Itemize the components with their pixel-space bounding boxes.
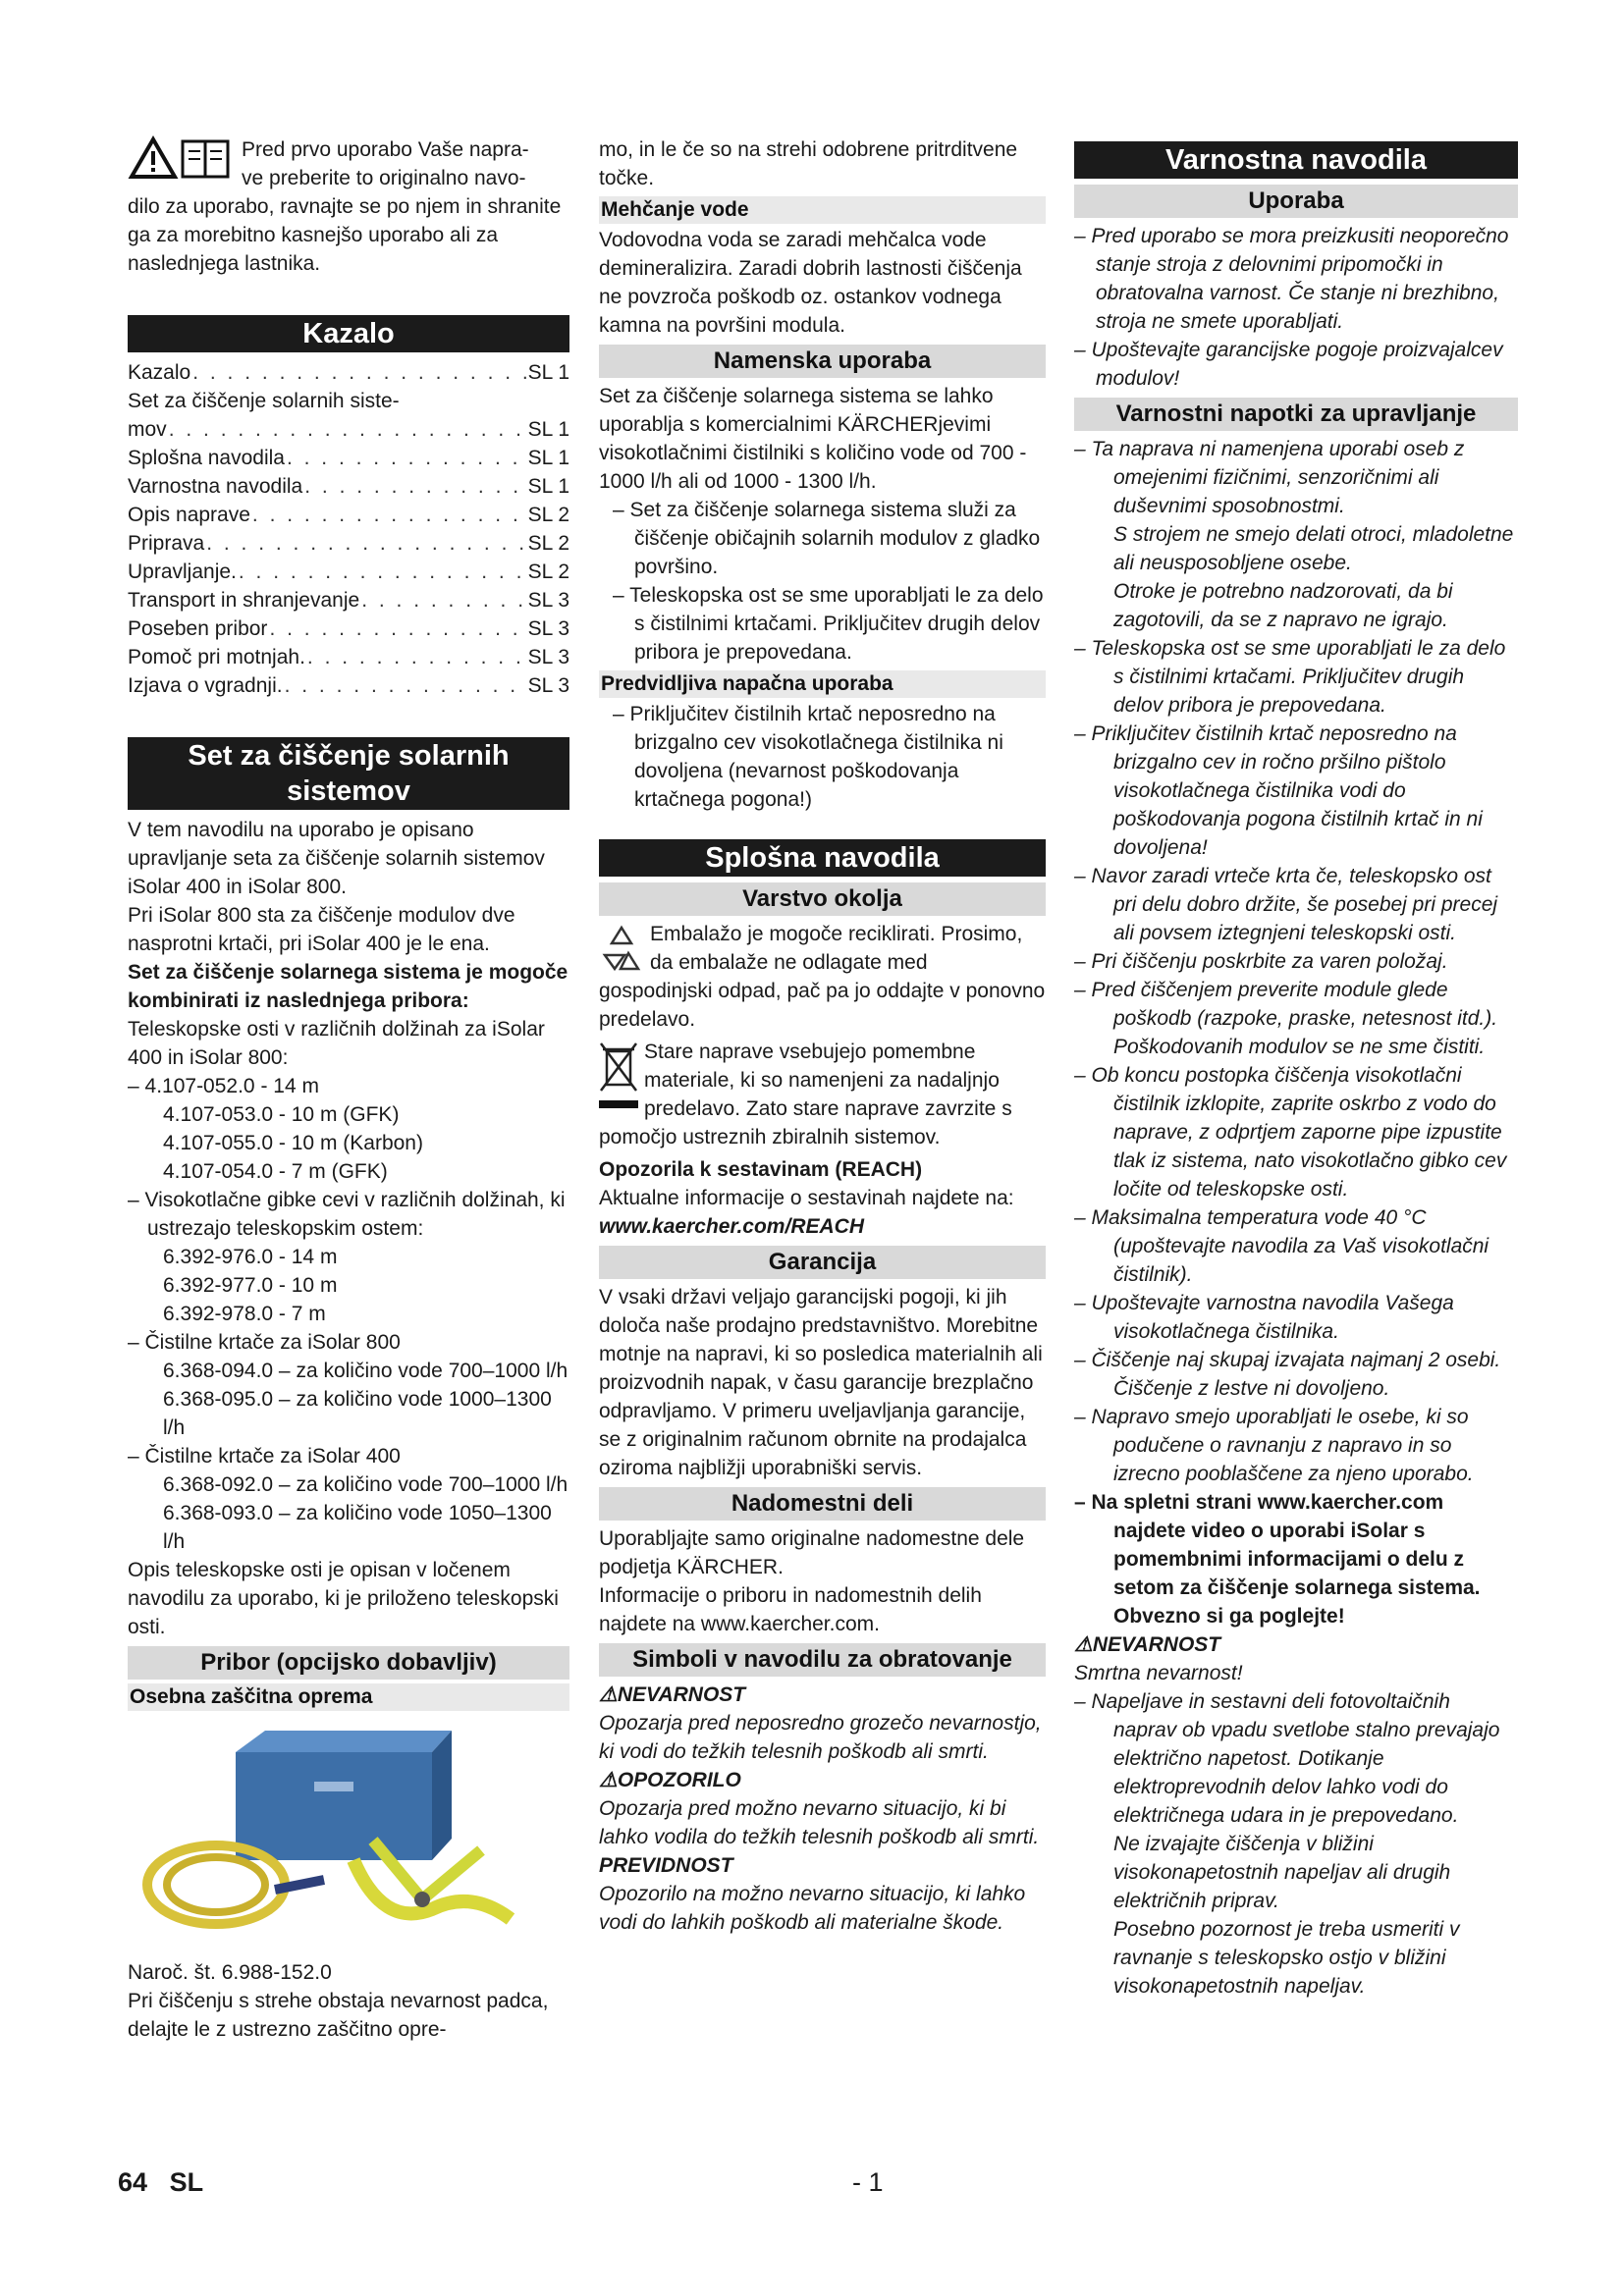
opozorilo-text: Opozarja pred možno nevarno situacijo, ki bi lahko vodila do težkih telesnih poškodb ali smrti. — [599, 1797, 1040, 1848]
pribor-heading: Pribor (opcijsko dobavljiv) — [128, 1646, 569, 1680]
list-item: – Upoštevajte garancijske pogoje proizvajalcev modulov! — [1074, 339, 1503, 390]
previdnost-text: Opozorilo na možno nevarno situacijo, ki lahko vodi do lahkih poškodb ali materialne škode. — [599, 1883, 1026, 1934]
recycle-block — [599, 920, 1046, 1034]
garancija-text: V vsaki državi veljajo garancijski pogoji, ki jih določa naše prodajno predstavništvo. Morebitne motnje na napravi, ki so posledica materialnih ali proizvodnih napak, v času garancije brezplačno odpravljamo. V primeru uveljavljanja garancije, se z originalnim računom obrnite na prodajalca oziroma najbližji uporabniški servis. — [599, 1286, 1043, 1479]
list-item: – Upoštevajte varnostna navodila Vašega visokotlačnega čistilnika. — [1074, 1292, 1454, 1343]
column-left — [128, 135, 569, 2044]
varstvo-heading: Varstvo okolja — [599, 882, 1046, 916]
list-item: – Čistilne krtače za iSolar 800 — [128, 1331, 401, 1354]
reach-text: Aktualne informacije o sestavinah najdete na: — [599, 1187, 1014, 1209]
column-middle — [599, 135, 1046, 1937]
list-subitem: 4.107-054.0 - 7 m (GFK) — [163, 1160, 388, 1183]
recycle-text: Embalažo je mogoče reciklirati. Prosimo, da embalaže ne odlagate med gospodinjski odpad, pač pa jo oddajte v ponovno predelavo. — [599, 923, 1046, 1031]
list-item: Otroke je potrebno nadzorovati, da bi zagotovili, da se z napravo ne igrajo. — [1113, 580, 1453, 631]
intro-line-2: ve preberite to originalno navo- — [242, 167, 526, 189]
roof-warning-text: Pri čiščenju s strehe obstaja nevarnost padca, delajte le z ustrezno zaščitno opre- — [128, 1990, 549, 2041]
toc-item[interactable]: Splošna navodila . . . SL 1 — [128, 444, 569, 472]
splosna-heading: Splošna navodila — [599, 839, 1046, 877]
mehcanje-text: Vodovodna voda se zaradi mehčalca vode demineralizira. Zaradi dobrih lastnosti čiščenja ne povzroča poškodb oz. ostankov vodnega kamna na površini modula. — [599, 229, 1022, 337]
list-item: – Ta naprava ni namenjena uporabi oseb z omejenimi fizičnimi, senzoričnimi ali duševnimi sposobnostmi. — [1074, 438, 1465, 517]
napotki-heading: Varnostni napotki za upravljanje — [1074, 398, 1518, 431]
recycle-icon — [599, 922, 644, 975]
deli-heading: Nadomestni deli — [599, 1487, 1046, 1521]
set-paragraph-3: Teleskopske osti v različnih dolžinah za iSolar 400 in iSolar 800: — [128, 1018, 545, 1069]
list-item: – Pred čiščenjem preverite module glede poškodb (razpoke, praske, netesnost itd.). Poškodovanih modulov se ne sme čistiti. — [1074, 979, 1498, 1058]
intro-line-1: Pred prvo uporabo Vaše napra- — [242, 138, 529, 161]
simboli-heading: Simboli v navodilu za obratovanje — [599, 1643, 1046, 1677]
list-subitem: 6.368-094.0 – za količino vode 700–1000 l/h — [163, 1360, 568, 1382]
list-item: Posebno pozornost je treba usmeriti v ravnanje s teleskopsko ostjo v bližini visokonapetostnih napeljav. — [1113, 1918, 1460, 1998]
oprema-heading: Osebna zaščitna oprema — [128, 1683, 569, 1711]
nevarnost-label: ⚠NEVARNOST — [599, 1683, 746, 1706]
list-item: – 4.107-052.0 - 14 m — [128, 1075, 319, 1097]
list-item: – Priključitev čistilnih krtač neposredno na brizgalno cev in ročno pršilno pištolo visokotlačnega čistilnika vodi do poškodovanja pogona čistilnih krtač in ni dovoljena! — [1074, 722, 1483, 859]
toc-item[interactable]: Transport in shranjevanje . . . SL 3 — [128, 586, 569, 614]
weee-bin-icon — [599, 1040, 638, 1114]
list-item: – Teleskopska ost se sme uporabljati le za delo s čistilnimi krtačami. Priključitev drugih delov pribora je prepovedana. — [613, 584, 1044, 664]
list-item: – Navor zaradi vrteče krta če, teleskopsko ost pri delu dobro držite, še posebej pri precej ali povsem iztegnjeni teleskopski osti. — [1074, 865, 1498, 944]
toc-item[interactable]: Kazalo . . . SL 1 — [128, 358, 569, 387]
list-item: – Ob koncu postopka čiščenja visokotlačni čistilnik izklopite, zaprite oskrbo z vodo do naprave, z odprtjem zaporne pipe izpustite tlak iz sistema, nato visokotlačno gibko cev ločite od teleskopske osti. — [1074, 1064, 1507, 1201]
list-item: – Priključitev čistilnih krtač neposredno na brizgalno cev visokotlačnega čistilnika ni dovoljena (nevarnost poškodovanja krtačnega pogona!) — [613, 703, 1003, 811]
page-number: 64 — [118, 2167, 148, 2197]
set-paragraph-2: Pri iSolar 800 sta za čiščenje modulov dve nasprotni krtači, pri iSolar 400 je le ena. — [128, 904, 515, 955]
toc-item[interactable]: mov . . . SL 1 — [128, 415, 569, 444]
continued-text: mo, in le če so na strehi odobrene pritrditvene točke. — [599, 138, 1018, 189]
video-note: – Na spletni strani www.kaercher.com najdete video o uporabi iSolar s pomembnimi informacijami o delu z setom za čiščenje solarnega sistema. Obvezno si ga poglejte! — [1074, 1491, 1481, 1628]
reach-heading: Opozorila k sestavinam (REACH) — [599, 1158, 923, 1181]
toc-item[interactable]: Varnostna navodila . . . SL 1 — [128, 472, 569, 501]
namenska-heading: Namenska uporaba — [599, 345, 1046, 378]
namenska-text: Set za čiščenje solarnega sistema se lahko uporablja s komercialnimi KÄRCHERjevimi visokotlačnimi čistilniki s količino vode od 700 - 1000 l/h ali od 1000 - 1300 l/h. — [599, 385, 1027, 493]
toc-item[interactable]: Izjava o vgradnji. . . . SL 3 — [128, 671, 569, 700]
list-subitem: 6.392-977.0 - 10 m — [163, 1274, 338, 1297]
predvidljiva-heading: Predvidljiva napačna uporaba — [599, 670, 1046, 698]
list-item: – Set za čiščenje solarnega sistema služi za čiščenje običajnih solarnih modulov z gladko površino. — [613, 499, 1041, 578]
intro-block — [128, 135, 569, 278]
list-item: – Pri čiščenju poskrbite za varen položaj. — [1074, 950, 1448, 973]
nevarnost-label: ⚠NEVARNOST — [1074, 1633, 1221, 1656]
opozorilo-label: ⚠OPOZORILO — [599, 1769, 741, 1791]
list-item: S strojem ne smejo delati otroci, mladoletne ali neusposobljene osebe. — [1113, 523, 1514, 574]
warning-manual-icon — [128, 135, 234, 181]
set-heading: Set za čiščenje solarnih sistemov — [128, 737, 569, 810]
page-index: - 1 — [852, 2167, 884, 2197]
set-paragraph-4: Opis teleskopske osti je opisan v ločenem navodilu za uporabo, ki je priloženo teleskopski osti. — [128, 1559, 559, 1638]
list-subitem: 4.107-053.0 - 10 m (GFK) — [163, 1103, 400, 1126]
garancija-heading: Garancija — [599, 1246, 1046, 1279]
list-item: Ne izvajajte čiščenja v bližini visokonapetostnih napeljav ali drugih električnih priprav. — [1113, 1833, 1451, 1912]
list-item: Čiščenje z lestve ni dovoljeno. — [1113, 1377, 1390, 1400]
order-number: Naroč. št. 6.988-152.0 — [128, 1961, 332, 1984]
set-paragraph-1: V tem navodilu na uporabo je opisano upravljanje seta za čiščenje solarnih sistemov iSolar 400 in iSolar 800. — [128, 819, 545, 898]
varnostna-heading: Varnostna navodila — [1074, 141, 1518, 179]
toc-item[interactable]: Opis naprave . . . SL 2 — [128, 501, 569, 529]
mehcanje-heading: Mehčanje vode — [599, 196, 1046, 224]
toc-item[interactable]: Pomoč pri motnjah. . . . SL 3 — [128, 643, 569, 671]
toc-item[interactable]: Upravljanje. . . . SL 2 — [128, 558, 569, 586]
list-subitem: 6.392-976.0 - 14 m — [163, 1246, 338, 1268]
reach-link[interactable]: www.kaercher.com/REACH — [599, 1215, 864, 1238]
nevarnost-text: Opozarja pred neposredno grozečo nevarnostjo, ki vodi do težkih telesnih poškodb ali smrti. — [599, 1712, 1042, 1763]
deli-text-2: Informacije o priboru in nadomestnih delih najdete na www.kaercher.com. — [599, 1584, 982, 1635]
language-code: SL — [169, 2167, 204, 2197]
page-number-footer — [118, 2167, 203, 2198]
list-item: – Čiščenje naj skupaj izvajata najmanj 2 osebi. — [1074, 1349, 1501, 1371]
table-of-contents — [128, 358, 569, 700]
toc-item[interactable]: Priprava . . . SL 2 — [128, 529, 569, 558]
list-item: – Čistilne krtače za iSolar 400 — [128, 1445, 401, 1468]
intro-text: dilo za uporabo, ravnajte se po njem in shranite ga za morebitno kasnejšo uporabo ali za naslednjega lastnika. — [128, 195, 562, 275]
list-item: – Visokotlačne gibke cevi v različnih dolžinah, ki ustrezajo teleskopskim ostem: — [128, 1189, 566, 1240]
weee-text: Stare naprave vsebujejo pomembne materiale, ki so namenjeni za nadaljnjo predelavo. Zato stare naprave zavrzite s pomočjo ustreznih zbiralnih sistemov. — [599, 1041, 1012, 1148]
list-item: – Maksimalna temperatura vode 40 °C (upoštevajte navodila za Vaš visokotlačni čistilnik). — [1074, 1206, 1489, 1286]
list-subitem: 6.368-093.0 – za količino vode 1050–1300 l/h — [163, 1502, 552, 1553]
list-item: – Pred uporabo se mora preizkusiti neoporečno stanje stroja z delovnimi pripomočki in obratovalna varnost. Če stanje ni brezhibno, stroja ne smete uporabljati. — [1074, 225, 1509, 333]
uporaba-heading: Uporaba — [1074, 185, 1518, 218]
toc-item[interactable]: Poseben pribor . . . SL 3 — [128, 614, 569, 643]
weee-block — [599, 1038, 1046, 1151]
kazalo-heading: Kazalo — [128, 315, 569, 352]
set-bold-paragraph: Set za čiščenje solarnega sistema je mogoče kombinirati iz naslednjega pribora: — [128, 961, 568, 1012]
deli-text-1: Uporabljajte samo originalne nadomestne dele podjetja KÄRCHER. — [599, 1527, 1025, 1578]
list-subitem: 6.392-978.0 - 7 m — [163, 1303, 326, 1325]
list-item: – Teleskopska ost se sme uporabljati le za delo s čistilnimi krtačami. Priključitev drugih delov pribora je prepovedana. — [1074, 637, 1506, 717]
column-right — [1074, 135, 1518, 2001]
list-subitem: 6.368-092.0 – za količino vode 700–1000 l/h — [163, 1473, 568, 1496]
list-item: – Napeljave in sestavni deli fotovoltaičnih naprav ob vpadu svetlobe stalno prevajajo električno napetost. Dotikanje elektroprevodnih delov lahko vodi do električnega udara in je prepovedano. — [1074, 1690, 1500, 1827]
list-item: – Napravo smejo uporabljati le osebe, ki so podučene o ravnanju z napravo in so izrecno pooblaščene za njeno uporabo. — [1074, 1406, 1474, 1485]
list-subitem: 4.107-055.0 - 10 m (Karbon) — [163, 1132, 423, 1154]
list-subitem: 6.368-095.0 – za količino vode 1000–1300 l/h — [163, 1388, 552, 1439]
safety-equipment-image — [128, 1713, 569, 1958]
smrtna-nevarnost: Smrtna nevarnost! — [1074, 1662, 1243, 1684]
previdnost-label: PREVIDNOST — [599, 1854, 733, 1877]
toc-item[interactable]: Set za čiščenje solarnih siste- — [128, 390, 400, 412]
